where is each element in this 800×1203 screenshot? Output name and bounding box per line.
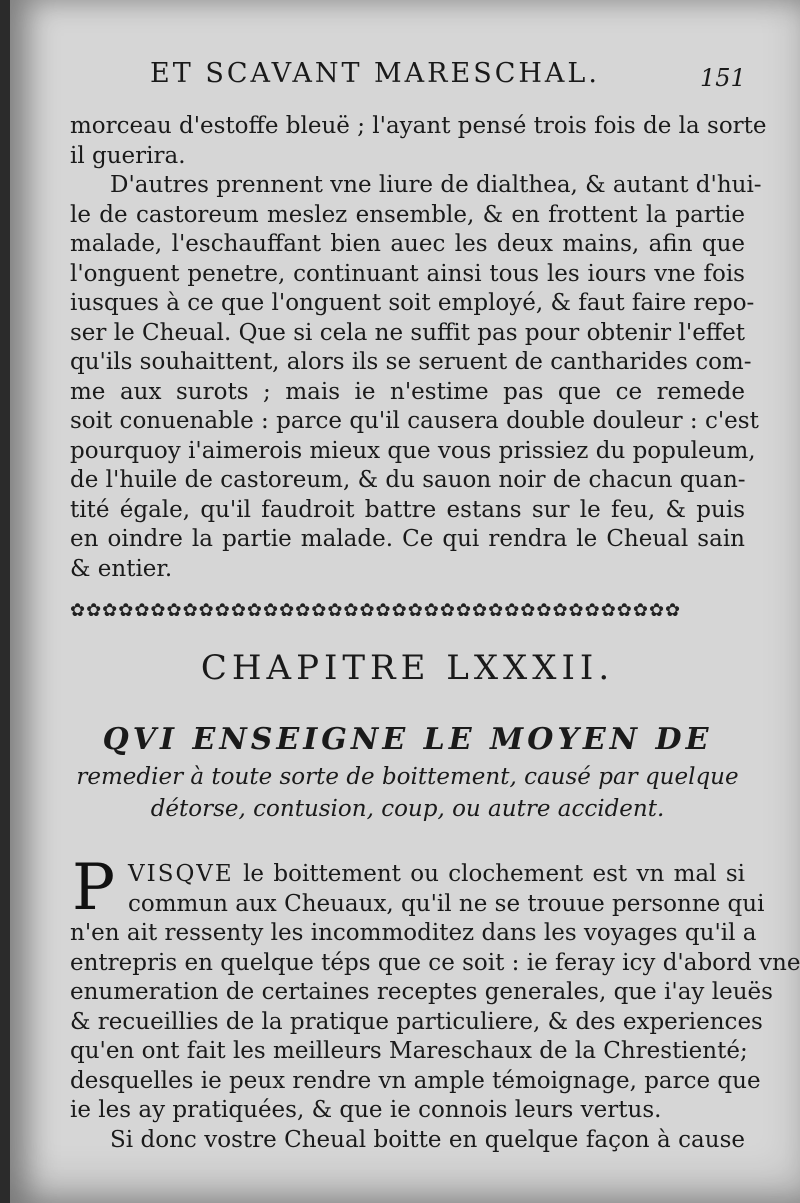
text-line: desquelles ie peux rendre vn ample témoignage, parce que xyxy=(70,1067,761,1094)
chapter-subtitle: QVI ENSEIGNE LE MOYEN DE xyxy=(102,722,713,757)
text-line: ie les ay pratiquées, & que ie connois leurs vertus. xyxy=(70,1097,662,1123)
chapter-title: CHAPITRE LXXXII. xyxy=(200,648,615,688)
text-line: de l'huile de castoreum, & du sauon noir de chacun quan- xyxy=(70,467,746,493)
text-line: malade, l'eschauffant bien auec les deux mains, afin que xyxy=(70,231,745,257)
text-line: iusques à ce que l'onguent soit employé, & faut faire repo- xyxy=(70,290,755,316)
body-paragraph-lead xyxy=(128,860,765,919)
text-line: me aux surots ; mais ie n'estime pas que ce remede xyxy=(70,378,745,405)
drop-cap: P xyxy=(72,851,116,925)
text-line: soit conuenable : parce qu'il causera double douleur : c'est xyxy=(70,408,759,434)
text-line: entrepris en quelque téps que ce soit : ie feray icy d'abord vne xyxy=(70,949,800,976)
text-line: morceau d'estoffe bleuë ; l'ayant pensé trois fois de la sorte xyxy=(70,113,767,139)
text-line: en oindre la partie malade. Ce qui rendra le Cheual sain xyxy=(70,526,745,552)
text-line: le de castoreum meslez ensemble, & en frottent la partie xyxy=(70,201,745,228)
text-line xyxy=(128,860,745,890)
chapter-description-line: remedier à toute sorte de boittement, causé par quelque xyxy=(76,764,739,790)
running-head: ET SCAVANT MARESCHAL. xyxy=(150,58,600,89)
text-line: Si donc vostre Cheual boitte en quelque façon à cause xyxy=(110,1126,745,1153)
text-line: qu'ils souhaittent, alors ils se seruent de cantharides com- xyxy=(70,349,752,375)
text-line: & recueillies de la pratique particuliere, & des experiences xyxy=(70,1008,763,1035)
page-number: 151 xyxy=(700,64,746,92)
text-line: D'autres prennent vne liure de dialthea, & autant d'hui- xyxy=(110,172,762,198)
text-line: ser le Cheual. Que si cela ne suffit pas pour obtenir l'effet xyxy=(70,319,745,346)
text-line: & entier. xyxy=(70,555,173,582)
text-line: tité égale, qu'il faudroit battre estans sur le feu, & puis xyxy=(70,496,745,523)
text-line: l'onguent penetre, continuant ainsi tous les iours vne fois xyxy=(70,260,745,287)
text-line: n'en ait ressenty les incommoditez dans les voyages qu'il a xyxy=(70,920,757,946)
body-paragraph xyxy=(70,919,800,1155)
first-word: VISQVE xyxy=(128,861,234,887)
text-line: qu'en ont fait les meilleurs Mareschaux de la Chrestienté; xyxy=(70,1038,748,1064)
text-line: il guerira. xyxy=(70,142,186,169)
text-line: pourquoy i'aimerois mieux que vous prissiez du populeum, xyxy=(70,437,756,464)
ornament-divider: ✿✿✿✿✿✿✿✿✿✿✿✿✿✿✿✿✿✿✿✿✿✿✿✿✿✿✿✿✿✿✿✿✿✿✿✿✿✿ xyxy=(70,600,682,621)
book-page xyxy=(10,0,800,1203)
top-paragraph xyxy=(70,112,767,584)
text-line-content: le boittement ou clochement est vn mal si xyxy=(243,861,746,887)
text-line: commun aux Cheuaux, qu'il ne se trouue personne qui xyxy=(128,890,765,917)
chapter-description-line: détorse, contusion, coup, ou autre accident. xyxy=(150,796,665,822)
text-line: enumeration de certaines receptes generales, que i'ay leuës xyxy=(70,979,773,1005)
